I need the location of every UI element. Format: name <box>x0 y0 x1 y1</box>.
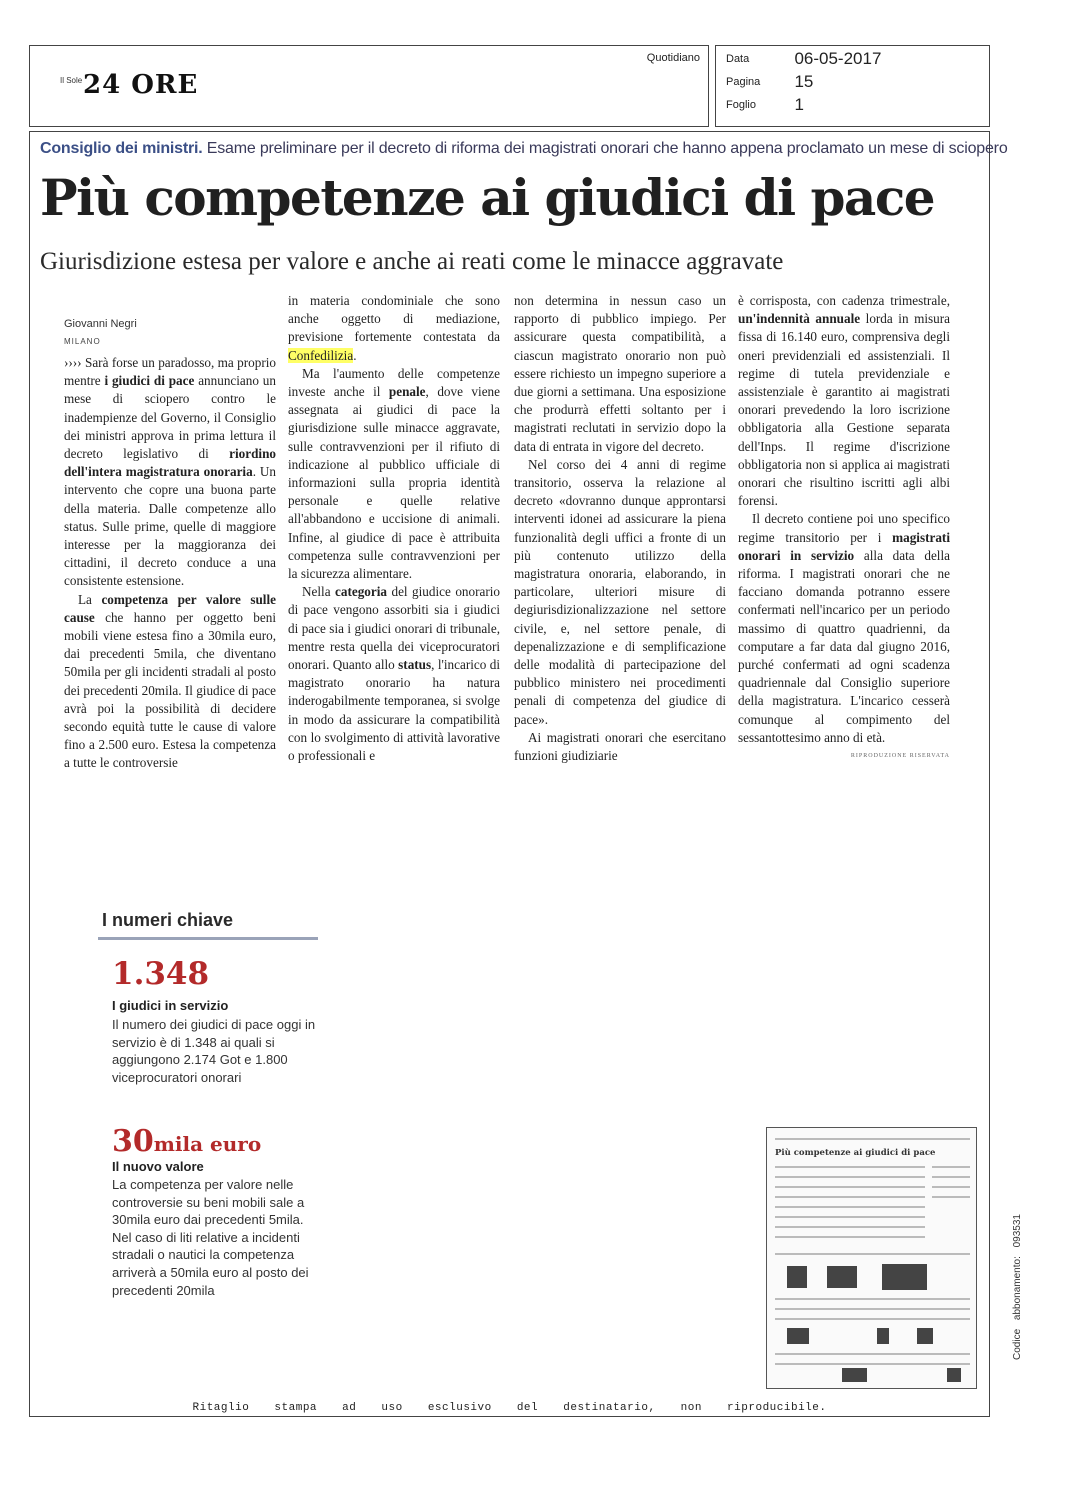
newspaper-logo: 24 ORE <box>83 70 199 100</box>
thumb-photo <box>787 1266 807 1288</box>
headline: Più competenze ai giudici di pace <box>40 168 935 227</box>
thumb-line <box>775 1176 925 1178</box>
thumb-photo <box>877 1328 889 1344</box>
thumb-line <box>775 1206 925 1208</box>
article-column-1 <box>64 354 276 773</box>
thumb-line <box>932 1166 970 1168</box>
key-numbers-title: I numeri chiave <box>102 910 234 930</box>
thumb-line <box>775 1318 970 1320</box>
thumb-line <box>775 1353 970 1355</box>
thumb-line <box>775 1308 970 1310</box>
copyright-credit: RIPRODUZIONE RISERVATA <box>850 753 950 760</box>
paragraph: Nel corso dei 4 anni di regime transitorio, osserva la relazione al decreto «dovranno dunque approntarsi interventi idonei ad assicurare la piena funzionalità degli uffici a fronte di un più contenuto utilizzo della magistratura onoraria, elaborando, in particolare, ulteriori misure di degiurisdizionalizzazione nel settore civile, e, nel settore penale, di depenalizzazione e di semplificazione delle modalità di partecipazione del pubblico ministero nei procedimenti penali di competenza del giudice di pace». <box>514 456 726 727</box>
key-number-text: La competenza per valore nelle controversie su beni mobili sale a 30mila euro dai precedenti 5mila. Nel caso di liti relative a incidenti stradali o nautici la competenza arriverà a 50mila euro al posto dei precedenti 20mila <box>112 1177 309 1298</box>
header-left-box <box>29 45 709 127</box>
thumb-line <box>932 1186 970 1188</box>
page-value: 15 <box>794 72 814 91</box>
thumb-line <box>775 1186 925 1188</box>
thumb-photo <box>947 1368 961 1382</box>
paragraph: non determina in nessun caso un rapporto di pubblico impiego. Per assicurare questa compatibilità, a ciascun magistrato onorario non può essere richiesto un impegno superiore a due giorni a settimana. Una esposizione che produrrà effetti soltanto per i magistrati reclutati in servizio dopo la data di entrata in vigore del decreto. <box>514 293 726 454</box>
thumb-line <box>775 1363 970 1365</box>
paragraph: Il decreto contiene poi uno specifico regime transitorio per i magistrati onorari in servizio alla data della riforma. I magistrati onorari che ne facciano domanda potranno essere confermati nell'incarico per un periodo massimo di quattro quadrienni, da computare a far data dal giugno 2016, purché confermati ad ogni scadenza quadriennale dal Consiglio superiore della magistratura. L'incarico cesserà comunque al compimento del sessantottesimo anno di età. <box>738 511 950 745</box>
key-numbers-rule <box>98 937 318 940</box>
date-row <box>726 49 881 69</box>
thumb-photo <box>827 1266 857 1288</box>
paragraph: ›››› Sarà forse un paradosso, ma proprio mentre i giudici di pace annunciano un mese di sciopero contro le inadempienze del Governo, il Consiglio dei ministri approva in prima lettura il decreto legislativo di riordino dell'intera magistratura onoraria. Un intervento che copre una buona parte della materia. Dalle competenze allo status. Sulle prime, quelle di maggiore interesse per la maggioranza dei cittadini, il decreto conduce a una consistente estensione. <box>64 355 276 589</box>
page-row <box>726 72 813 92</box>
thumb-line <box>775 1236 925 1238</box>
article-column-4 <box>738 292 950 765</box>
sheet-value: 1 <box>794 95 804 114</box>
header-meta-box <box>715 45 990 127</box>
key-number-heading: I giudici in servizio <box>112 998 229 1013</box>
thumb-line <box>775 1138 970 1140</box>
key-number-value: 30mila euro <box>112 1124 262 1159</box>
sheet-row <box>726 95 804 115</box>
paragraph: Ai magistrati onorari che esercitano funzioni giudiziarie <box>514 729 726 764</box>
subheadline: Giurisdizione estesa per valore e anche ai reati come le minacce aggravate <box>40 248 784 275</box>
page-label: Pagina <box>726 76 761 88</box>
article-column-3 <box>514 292 726 765</box>
paragraph: Nella categoria del giudice onorario di pace vengono assorbiti sia i giudici di pace sia i giudici onorari di tribunale, mentre resta quella dei viceprocuratori onorari. Quanto allo status, l'incarico di magistrato onorario ha natura inderogabilmente temporanea, si svolge in modo da assicurare la compatibilità con lo svolgimento di attività lavorative o professionali e <box>288 584 501 764</box>
thumb-headline: Più competenze ai giudici di pace <box>775 1148 936 1158</box>
thumb-line <box>775 1196 925 1198</box>
date-value: 06-05-2017 <box>794 49 882 68</box>
page-thumbnail <box>766 1127 977 1389</box>
dateline-place: MILANO <box>64 337 101 346</box>
date-label: Data <box>726 53 750 65</box>
sheet-label: Foglio <box>726 99 756 111</box>
publication-type: Quotidiano <box>646 52 700 64</box>
thumb-line <box>932 1176 970 1178</box>
paragraph: in materia condominiale che sono anche oggetto di mediazione, previsione fortemente contestata da Confedilizia. <box>288 293 500 363</box>
thumb-photo <box>882 1264 927 1290</box>
footer-disclaimer: Ritaglio stampa ad uso esclusivo del destinatario, non riproducibile. <box>192 1402 827 1414</box>
key-number-text: Il numero dei giudici di pace oggi in servizio è di 1.348 ai quali si aggiungono 2.174 Got e 1.800 viceprocuratori onorari <box>112 1017 316 1085</box>
logo-small-text: Il Sole <box>60 76 83 85</box>
thumb-line <box>775 1226 925 1228</box>
author: Giovanni Negri <box>64 318 137 330</box>
paragraph: è corrisposta, con cadenza trimestrale, un'indennità annuale lorda in misura fissa di 16.140 euro, comprensiva degli oneri previdenziali ed assistenziali. Il regime di tutela previdenziale e assistenziale è garantito ai magistrati onorari prevedendo la loro iscrizione obbligatoria alla Gestione separata dell'Inps. Il regime d'iscrizione obbligatoria non si applica ai magistrati onorari che risultino iscritti agli albi forensi. <box>738 293 951 509</box>
thumb-photo <box>917 1328 933 1344</box>
key-number-value: 1.348 <box>112 956 210 992</box>
article-column-2 <box>288 292 500 765</box>
thumb-line <box>775 1298 970 1300</box>
subscription-code: Codice abbonamento: 093531 <box>1012 1214 1023 1360</box>
thumb-line <box>775 1253 970 1255</box>
kicker-text: Esame preliminare per il decreto di riforma dei magistrati onorari che hanno appena proclamato un mese di sciopero <box>206 140 1008 157</box>
thumb-line <box>775 1216 925 1218</box>
thumb-line <box>775 1166 925 1168</box>
kicker <box>40 140 1008 158</box>
thumb-line <box>932 1196 970 1198</box>
paragraph: La competenza per valore sulle cause che hanno per oggetto beni mobili viene estesa fino a 30mila euro, dai precedenti 5mila, che diventano 50mila per gli incidenti stradali al posto dei precedenti 20mila. Il giudice di pace avrà poi la possibilità di decidere secondo equità tutte le cause di valore fino a 2.500 euro. Estesa la competenza a tutte le controversie <box>64 591 277 771</box>
key-number-heading: Il nuovo valore <box>112 1159 204 1174</box>
paragraph: Ma l'aumento delle competenze investe anche il penale, dove viene assegnata ai giudici di pace la giurisdizione sulle minacce aggravate, sulle contravvenzioni per il rifiuto di indicazione al pubblico ufficiale di informazioni sulla propria identità personale e quelle relative all'abbandono e uccisione di animali. Infine, al giudice di pace è attribuita competenza sulle contravvenzioni per la sicurezza alimentare. <box>288 365 500 582</box>
thumb-photo <box>842 1368 867 1382</box>
highlighted-term: Confedilizia <box>288 347 354 363</box>
kicker-section: Consiglio dei ministri. <box>40 140 203 157</box>
thumb-photo <box>787 1328 809 1344</box>
